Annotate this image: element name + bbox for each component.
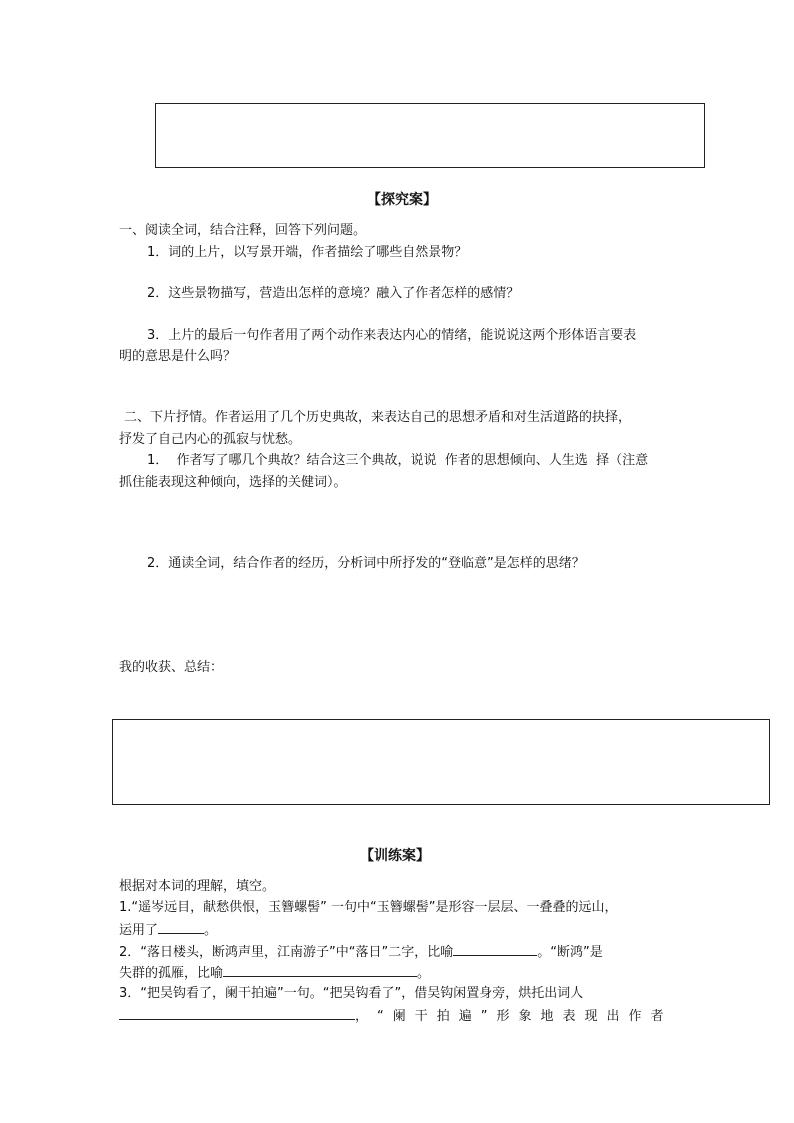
part1-question-3-line1: 3．上片的最后一句作者用了两个动作来表达内心的情绪，能说说这两个形体语言要表: [147, 328, 637, 343]
harvest-label: 我的收获、总结：: [119, 660, 224, 675]
part1-question-1: 1．词的上片，以写景开端，作者描绘了哪些自然景物？: [147, 245, 468, 260]
practice-item-2-line2-prefix: 失群的孤雁，比喻: [119, 966, 224, 981]
practice-title: 【训练案】: [360, 848, 430, 864]
part1-question-2: 2．这些景物描写，营造出怎样的意境？融入了作者怎样的感情？: [147, 286, 520, 301]
part2-intro-line1: 二、下片抒情。作者运用了几个历史典故，来表达自己的思想矛盾和对生活道路的抉择，: [124, 410, 632, 425]
part2-question-2: 2．通读全词，结合作者的经历，分析词中所抒发的“登临意”是怎样的思绪？: [147, 556, 585, 571]
practice-item-2-line2: [119, 963, 430, 983]
practice-item-1-prefix: 运用了: [119, 923, 159, 938]
fill-blank-1[interactable]: [158, 920, 204, 934]
part2-intro-line2: 抒发了自己内心的孤寂与忧愁。: [119, 432, 302, 447]
part2-question-1-line2: 抓住能表现这种倾向，选择的关健词）。: [119, 475, 347, 490]
practice-item-1-line1: 1.“遥岑远目，献愁供恨，玉簪螺髻” 一句中“玉簪螺髻”是形容一层层、一叠叠的远山，: [119, 900, 618, 915]
practice-item-3-line2: [119, 1006, 674, 1026]
practice-item-2-prefix: 2．“落日楼头，断鸿声里，江南游子”中“落日”二字，比喻: [119, 945, 454, 960]
practice-item-2-suffix: 。“断鸿”是: [537, 945, 603, 960]
part1-question-3-line2: 明的意思是什么吗？: [119, 349, 237, 364]
explore-title: 【探究案】: [367, 192, 437, 208]
practice-item-1-suffix: 。: [204, 923, 218, 938]
fill-blank-3[interactable]: [223, 963, 417, 977]
practice-item-3-line2-text: ，“阑干拍遍”形象地表现出作者: [355, 1009, 673, 1024]
fill-blank-2[interactable]: [453, 942, 537, 956]
fill-blank-4[interactable]: [119, 1006, 355, 1020]
part1-intro: 一、阅读全词，结合注释，回答下列问题。: [119, 223, 367, 238]
part2-question-1-line1: 1． 作者写了哪几个典故？结合这三个典故，说说 作者的思想倾向、人生选 择（注意: [147, 453, 649, 468]
harvest-answer-box[interactable]: [112, 719, 770, 805]
practice-item-1-line2: [119, 920, 217, 940]
practice-item-3-line1: 3．“把吴钩看了，阑干拍遍”一句。“把吴钩看了”，借吴钩闲置身旁，烘托出词人: [119, 986, 584, 1001]
practice-intro: 根据对本词的理解，填空。: [119, 879, 276, 894]
practice-item-2-line1: [119, 942, 603, 962]
practice-item-2-line2-suffix: 。: [417, 966, 431, 981]
top-answer-box[interactable]: [155, 103, 705, 168]
